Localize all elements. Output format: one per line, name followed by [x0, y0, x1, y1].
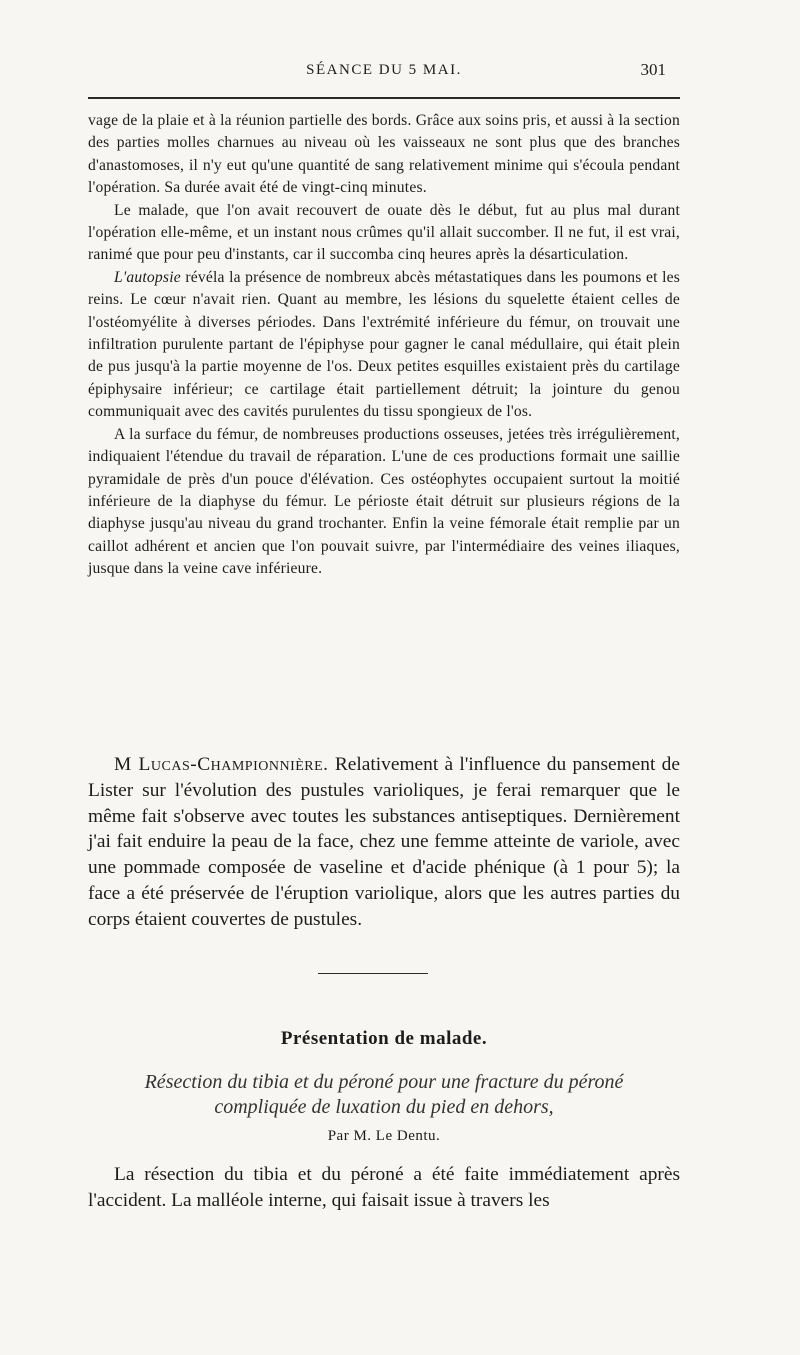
- final-paragraph-block: [88, 1162, 680, 1214]
- author-byline: Par M. Le Dentu.: [327, 1128, 441, 1144]
- speaker-name: M Lucas-Championnière.: [114, 754, 329, 775]
- final-paragraph: La résection du tibia et du péroné a été faite immédiatement après l'accident. La malléole interne, qui faisait issue à travers les: [88, 1164, 680, 1211]
- paragraph-1: vage de la plaie et à la réunion partielle des bords. Grâce aux soins pris, et aussi à la section des parties molles charnues au niveau où les vaisseaux ne sont plus que des branches d'anastomoses, il n'y eut qu'une quantité de sang relativement minime qui s'écoula pendant l'opération. Sa durée avait été de vingt-cinq minutes.: [88, 112, 680, 197]
- subtitle-line-1: Résection du tibia et du péroné pour une fracture du péroné: [144, 1071, 624, 1093]
- remark-paragraph: [88, 752, 680, 933]
- paragraph-4: A la surface du fémur, de nombreuses productions osseuses, jetées très irrégulièrement, indiquaient l'étendue du travail de réparation. L'une de ces productions formait une saillie pyramidale de près d'un pouce d'élévation. Ces ostéophytes occupaient surtout la moitié inférieure de la diaphyse du fémur. Le périoste était détruit sur plusieurs régions de la diaphyse jusqu'au niveau du grand trochanter. Enfin la veine fémorale était remplie par un caillot adhérent et ancien que l'on pouvait suivre, par l'intermédiaire des veines iliaques, jusque dans la veine cave inférieure.: [88, 425, 680, 578]
- remark-block: [88, 752, 680, 933]
- running-title: SÉANCE DU 5 MAI.: [306, 62, 462, 78]
- autopsie-term: L'autopsie: [114, 268, 181, 286]
- paragraph-2: Le malade, que l'on avait recouvert de ouate dès le début, fut au plus mal durant l'opération elle-même, et un instant nous crûmes qu'il allait succomber. Il ne fut, il est vrai, ranimé que pour peu d'instants, car il succomba cinq heures après la désarticulation.: [88, 201, 680, 264]
- remark-text: Relativement à l'influence du pansement de Lister sur l'évolution des pustules varioliques, je ferai remarquer que le même fait s'observe avec toutes les substances antiseptiques. Dernièrement j'ai fait enduire la peau de la face, chez une femme atteinte de variole, avec une pommade composée de vaseline et d'acide phénique (à 1 pour 5); la face a été préservée de l'éruption variolique, alors que les autres parties du corps étaient couvertes de pustules.: [88, 754, 680, 930]
- case-subtitle: [88, 1070, 680, 1120]
- paragraph-3: [88, 267, 680, 424]
- header-rule: [88, 97, 680, 99]
- paragraph-3-text: révéla la présence de nombreux abcès métastatiques dans les poumons et les reins. Le cœur n'avait rien. Quant au membre, les lésions du squelette étaient celles de l'ostéomyélite à diverses périodes. Dans l'extrémité inférieure du fémur, on trouvait une infiltration purulente partant de l'épiphyse pour gagner le canal médullaire, qui était plein de pus jusqu'à la partie moyenne de l'os. Deux petites esquilles existaient près du cartilage épiphysaire inférieur; ce cartilage était partiellement détruit; la jointure du genou communiquait avec des cavités purulentes du tissu spongieux de l'os.: [88, 268, 680, 421]
- page-header: [88, 60, 680, 86]
- section-divider: [318, 973, 428, 974]
- page-number: 301: [640, 60, 666, 79]
- case-report-body: [88, 110, 680, 581]
- subtitle-line-2: compliquée de luxation du pied en dehors,: [214, 1096, 554, 1118]
- section-heading: Présentation de malade.: [280, 1028, 488, 1049]
